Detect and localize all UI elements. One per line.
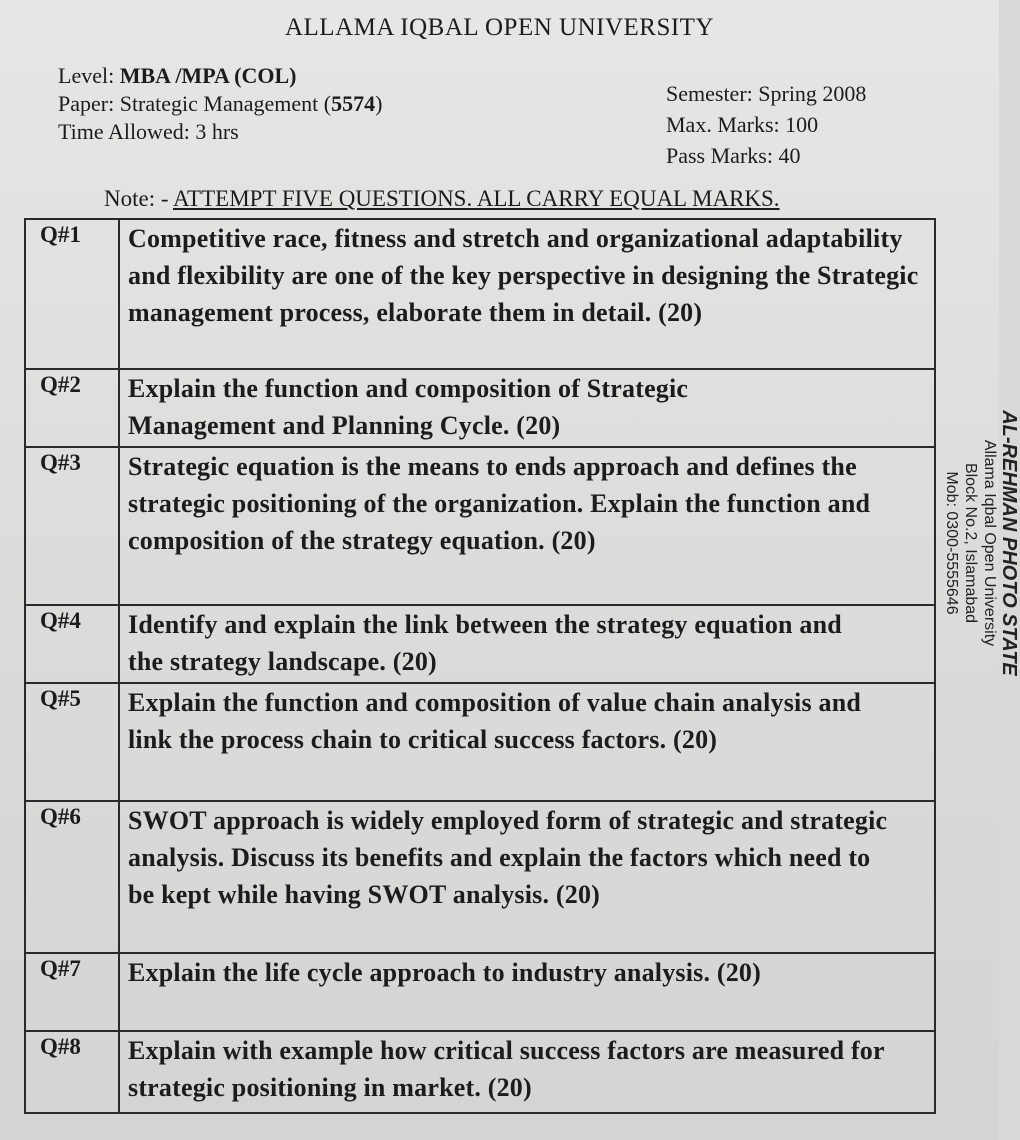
question-number: Q#1 [26,220,120,368]
question-row [26,448,934,606]
level-line: Level: MBA /MPA (COL) [58,63,297,88]
time-line: Time Allowed: 3 hrs [58,119,239,144]
paper-info-right [666,78,866,171]
question-number: Q#8 [26,1032,120,1112]
question-row [26,370,934,448]
question-number: Q#6 [26,802,120,952]
question-row [26,802,934,954]
question-text: Explain the function and composition of Strategic Management and Planning Cycle. (20) [128,374,689,440]
question-text: Competitive race, fitness and stretch and organizational adaptability and flexibility are one of the key perspective in designing the Strategic management process, elaborate them in detail. (20) [128,224,919,327]
question-text: SWOT approach is widely employed form of strategic and strategic analysis. Discuss its benefits and explain the factors which need to be kept while having SWOT analysis. (20) [128,806,888,909]
question-number: Q#4 [26,606,120,682]
question-row [26,684,934,802]
question-row [26,954,934,1032]
semester-line: Semester: Spring 2008 [666,81,867,106]
question-number: Q#7 [26,954,120,1030]
question-text: Strategic equation is the means to ends approach and defines the strategic positioning of the organization. Explain the function and composition of the strategy equation. (20) [128,452,871,555]
question-number: Q#3 [26,448,120,604]
instructions-note: Note: - ATTEMPT FIVE QUESTIONS. ALL CARRY EQUAL MARKS. [104,186,780,211]
paper-line: Paper: Strategic Management (5574) [58,91,383,116]
university-title: ALLAMA IQBAL OPEN UNIVERSITY [284,14,715,41]
question-text: Explain with example how critical success factors are measured for strategic positioning in market. (20) [128,1036,885,1102]
photostat-stamp: AL-REHMAN PHOTO STATE Allama Iqbal Open University Block No.2, Islamabad Mob: 0300-5555646 [943,410,1020,676]
questions-table [24,218,936,1114]
question-text: Explain the function and composition of value chain analysis and link the process chain to critical success factors. (20) [128,688,862,754]
question-number: Q#5 [26,684,120,800]
question-text: Identify and explain the link between the strategy equation and the strategy landscape. (20) [128,610,842,676]
question-number: Q#2 [26,370,120,446]
paper-info-left [58,62,382,146]
question-text: Explain the life cycle approach to industry analysis. (20) [128,958,761,987]
max-marks-line: Max. Marks: 100 [666,112,819,137]
question-row [26,606,934,684]
pass-marks-line: Pass Marks: 40 [666,143,801,168]
question-row [26,220,934,370]
question-row [26,1032,934,1112]
